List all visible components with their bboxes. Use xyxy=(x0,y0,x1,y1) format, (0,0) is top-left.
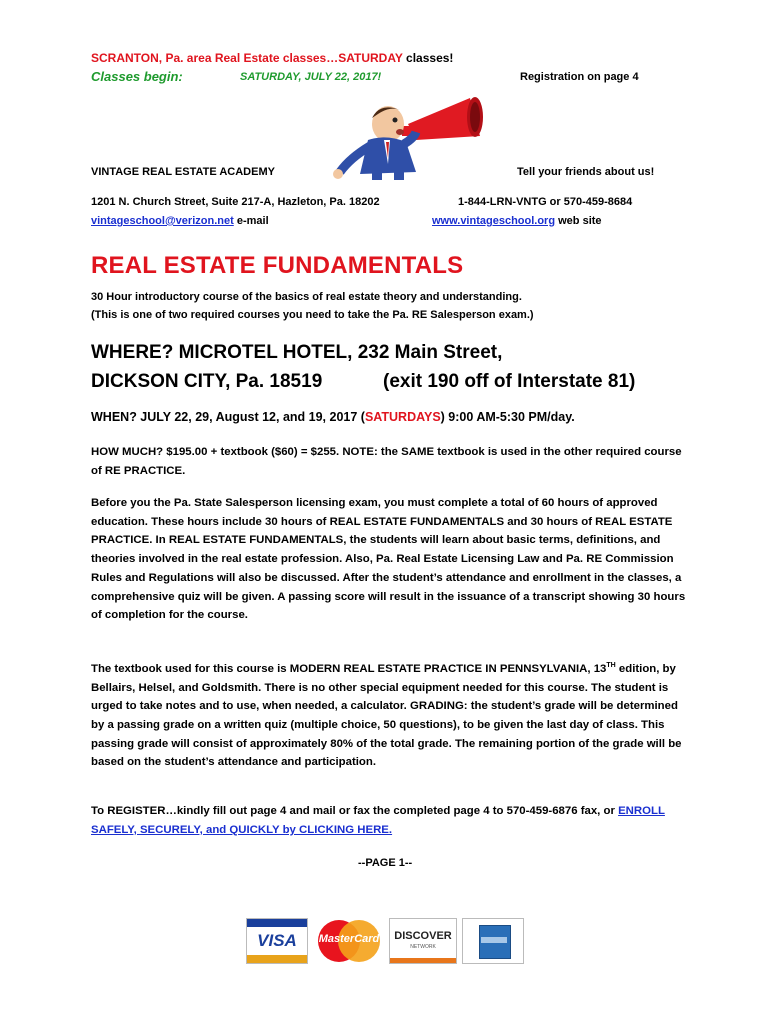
discover-card-icon xyxy=(389,918,457,964)
website-line xyxy=(432,215,602,227)
visa-card-icon xyxy=(246,918,308,964)
headline-black: classes! xyxy=(406,51,454,65)
when-line xyxy=(91,410,575,424)
discover-label: DISCOVER xyxy=(394,930,452,942)
discover-network-label: NETWORK xyxy=(410,944,436,950)
requirements-text: Before you the Pa. State Salesperson licensing exam, you must complete a total of 60 hours of approved education. These hours include 30 hours of REAL ESTATE FUNDAMENTALS and 30 hours of REAL ESTATE PRACTICE. In REAL ESTATE FUNDAMENTALS, the students will learn about basic terms, definitions, and theories involved in the real estate profession. Also, Pa. Real Estate Licensing Law and Pa. RE Commission Rules and Regulations will also be discussed. After the student’s attendance and enrollment in the classes, a comprehensive quiz will be given. A passing score will result in the issuance of a transcript showing 30 hours of completion for the course. xyxy=(91,497,686,622)
visa-label: VISA xyxy=(257,931,297,950)
headline-red: SCRANTON, Pa. area Real Estate classes…SATURDAY xyxy=(91,51,403,65)
academy-phone: 1-844-LRN-VNTG or 570-459-8684 xyxy=(458,196,633,208)
textbook-paragraph xyxy=(91,657,691,772)
website-link[interactable]: www.vintageschool.org xyxy=(432,215,556,227)
page-number: --PAGE 1-- xyxy=(358,857,413,869)
headline xyxy=(91,51,453,65)
mastercard-label: MasterCard xyxy=(318,933,380,945)
website-suffix: web site xyxy=(558,215,602,227)
course-desc-1: 30 Hour introductory course of the basics of real estate theory and understanding. xyxy=(91,291,522,303)
where-line-2: DICKSON CITY, Pa. 18519 xyxy=(91,371,323,392)
mastercard-icon xyxy=(314,918,384,964)
tell-friends: Tell your friends about us! xyxy=(517,166,655,178)
register-paragraph xyxy=(91,802,691,839)
email-link[interactable]: vintageschool@verizon.net xyxy=(91,215,234,227)
when-prefix: WHEN? JULY 22, 29, August 12, and 19, 2017 ( xyxy=(91,410,365,424)
when-suffix: ) 9:00 AM-5:30 PM/day. xyxy=(440,410,575,424)
email-line xyxy=(91,215,269,227)
textbook-text-b: edition, by Bellairs, Helsel, and Goldsmith. There is no other special equipment needed for this course. The student is urged to take notes and to use, when needed, a calculator. GRADING: the student’s grade will be determined by a passing grade on a written quiz (multiple choice, 50 questions), to be given the last day of class. This passing grade will consist of approximately 80% of the total grade. The remaining portion of the grade will be based on the student’s attendance and participation. xyxy=(91,662,682,769)
requirements-paragraph xyxy=(91,494,691,625)
classes-begin-label: Classes begin: xyxy=(91,69,183,84)
when-saturdays: SATURDAYS xyxy=(364,410,441,424)
textbook-text-a: The textbook used for this course is MODERN REAL ESTATE PRACTICE IN PENNSYLVANIA, 13 xyxy=(91,662,607,675)
classes-begin-date: SATURDAY, JULY 22, 2017! xyxy=(240,71,382,83)
how-much xyxy=(91,443,691,480)
enroll-link[interactable]: ENROLL SAFELY, SECURELY, and QUICKLY by CLICKING HERE. xyxy=(91,805,665,836)
course-title: REAL ESTATE FUNDAMENTALS xyxy=(91,252,464,279)
amex-card-icon xyxy=(462,918,524,964)
where-line-1: WHERE? MICROTEL HOTEL, 232 Main Street, xyxy=(91,342,503,363)
textbook-sup: TH xyxy=(606,662,616,669)
register-text xyxy=(91,802,691,839)
textbook-text xyxy=(91,657,691,772)
megaphone-man-illustration xyxy=(320,88,520,180)
register-text-a: To REGISTER…kindly fill out page 4 and mail or fax the completed page 4 to 570-459-6876 fax, or xyxy=(91,805,615,817)
email-suffix: e-mail xyxy=(236,215,269,227)
course-desc-2: (This is one of two required courses you need to take the Pa. RE Salesperson exam.) xyxy=(91,309,534,321)
registration-note: Registration on page 4 xyxy=(520,71,639,83)
academy-address: 1201 N. Church Street, Suite 217-A, Hazleton, Pa. 18202 xyxy=(91,196,380,208)
how-much-text: HOW MUCH? $195.00 + textbook ($60) = $255. NOTE: the SAME textbook is used in the other required course of RE PRACTICE. xyxy=(91,446,682,477)
academy-name: VINTAGE REAL ESTATE ACADEMY xyxy=(91,166,275,178)
where-exit: (exit 190 off of Interstate 81) xyxy=(383,371,636,392)
